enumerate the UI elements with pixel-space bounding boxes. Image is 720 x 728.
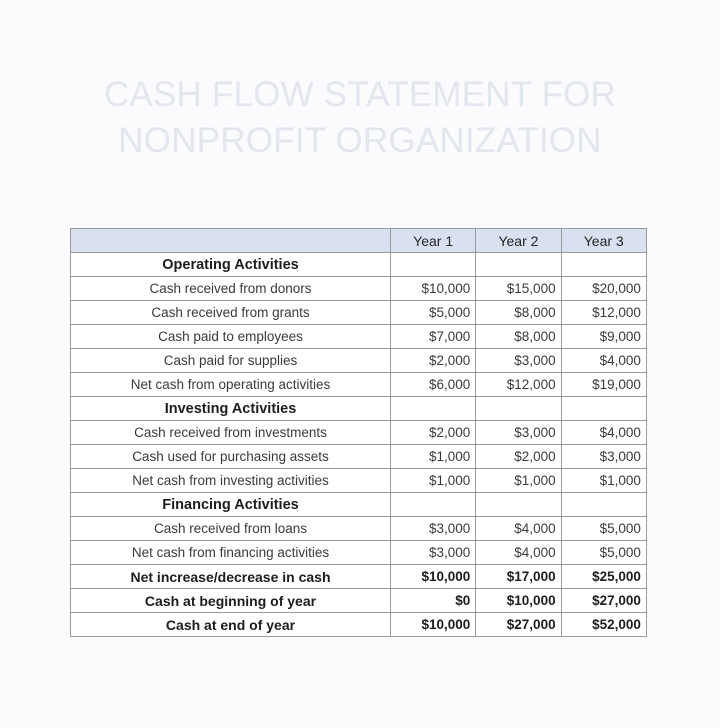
cell-year-2: $8,000	[476, 301, 561, 325]
table-header	[71, 229, 647, 253]
row-label: Cash paid to employees	[71, 325, 391, 349]
table-row	[71, 397, 647, 421]
row-label: Cash received from grants	[71, 301, 391, 325]
page-title	[0, 72, 720, 164]
cell-year-3: $9,000	[561, 325, 646, 349]
cash-flow-table	[70, 228, 647, 637]
cell-year-2	[476, 397, 561, 421]
table-row	[71, 277, 647, 301]
table-row	[71, 613, 647, 637]
cell-year-1: $2,000	[391, 421, 476, 445]
table-row	[71, 493, 647, 517]
cell-year-3	[561, 397, 646, 421]
cell-year-1: $5,000	[391, 301, 476, 325]
cell-year-1: $3,000	[391, 517, 476, 541]
cell-year-2: $12,000	[476, 373, 561, 397]
cell-year-1: $6,000	[391, 373, 476, 397]
cell-year-2: $27,000	[476, 613, 561, 637]
column-header-year-1: Year 1	[391, 229, 476, 253]
cell-year-1: $3,000	[391, 541, 476, 565]
table-row	[71, 349, 647, 373]
section-header-label: Investing Activities	[71, 397, 391, 421]
cell-year-2: $4,000	[476, 517, 561, 541]
column-header-label	[71, 229, 391, 253]
row-label: Cash used for purchasing assets	[71, 445, 391, 469]
page-title-line-2: NONPROFIT ORGANIZATION	[118, 121, 602, 161]
cell-year-3: $12,000	[561, 301, 646, 325]
cell-year-1: $0	[391, 589, 476, 613]
cell-year-3: $5,000	[561, 517, 646, 541]
cell-year-2: $3,000	[476, 349, 561, 373]
row-label: Cash received from investments	[71, 421, 391, 445]
cell-year-2	[476, 493, 561, 517]
table-row	[71, 325, 647, 349]
cell-year-1	[391, 397, 476, 421]
column-header-year-2: Year 2	[476, 229, 561, 253]
table-row	[71, 253, 647, 277]
table-row	[71, 445, 647, 469]
table-header-row	[71, 229, 647, 253]
cell-year-3: $5,000	[561, 541, 646, 565]
row-label: Net cash from operating activities	[71, 373, 391, 397]
cell-year-2: $1,000	[476, 469, 561, 493]
row-label: Net cash from financing activities	[71, 541, 391, 565]
cell-year-3: $52,000	[561, 613, 646, 637]
table-row	[71, 421, 647, 445]
table-row	[71, 469, 647, 493]
row-label: Cash at end of year	[71, 613, 391, 637]
section-header-label: Financing Activities	[71, 493, 391, 517]
row-label: Net cash from investing activities	[71, 469, 391, 493]
row-label: Cash paid for supplies	[71, 349, 391, 373]
cell-year-3	[561, 493, 646, 517]
cash-flow-table-container	[70, 228, 646, 637]
cell-year-2: $17,000	[476, 565, 561, 589]
cell-year-2: $15,000	[476, 277, 561, 301]
row-label: Cash at beginning of year	[71, 589, 391, 613]
cell-year-2	[476, 253, 561, 277]
cell-year-2: $2,000	[476, 445, 561, 469]
cell-year-1: $1,000	[391, 445, 476, 469]
table-row	[71, 565, 647, 589]
cell-year-3: $3,000	[561, 445, 646, 469]
cell-year-3	[561, 253, 646, 277]
cell-year-2: $4,000	[476, 541, 561, 565]
cell-year-3: $27,000	[561, 589, 646, 613]
cell-year-1: $2,000	[391, 349, 476, 373]
page-title-line-1: CASH FLOW STATEMENT FOR	[103, 75, 617, 114]
row-label: Net increase/decrease in cash	[71, 565, 391, 589]
cell-year-1	[391, 253, 476, 277]
cell-year-3: $25,000	[561, 565, 646, 589]
row-label: Cash received from donors	[71, 277, 391, 301]
cell-year-3: $4,000	[561, 349, 646, 373]
cell-year-3: $20,000	[561, 277, 646, 301]
table-row	[71, 517, 647, 541]
cell-year-1: $10,000	[391, 613, 476, 637]
table-body	[71, 253, 647, 637]
cell-year-2: $8,000	[476, 325, 561, 349]
row-label: Cash received from loans	[71, 517, 391, 541]
cell-year-3: $4,000	[561, 421, 646, 445]
section-header-label: Operating Activities	[71, 253, 391, 277]
table-row	[71, 589, 647, 613]
cell-year-1: $1,000	[391, 469, 476, 493]
cell-year-2: $3,000	[476, 421, 561, 445]
cell-year-3: $1,000	[561, 469, 646, 493]
cell-year-1	[391, 493, 476, 517]
table-row	[71, 373, 647, 397]
table-row	[71, 301, 647, 325]
cell-year-1: $7,000	[391, 325, 476, 349]
cell-year-1: $10,000	[391, 565, 476, 589]
table-row	[71, 541, 647, 565]
cell-year-1: $10,000	[391, 277, 476, 301]
cell-year-3: $19,000	[561, 373, 646, 397]
cell-year-2: $10,000	[476, 589, 561, 613]
column-header-year-3: Year 3	[561, 229, 646, 253]
